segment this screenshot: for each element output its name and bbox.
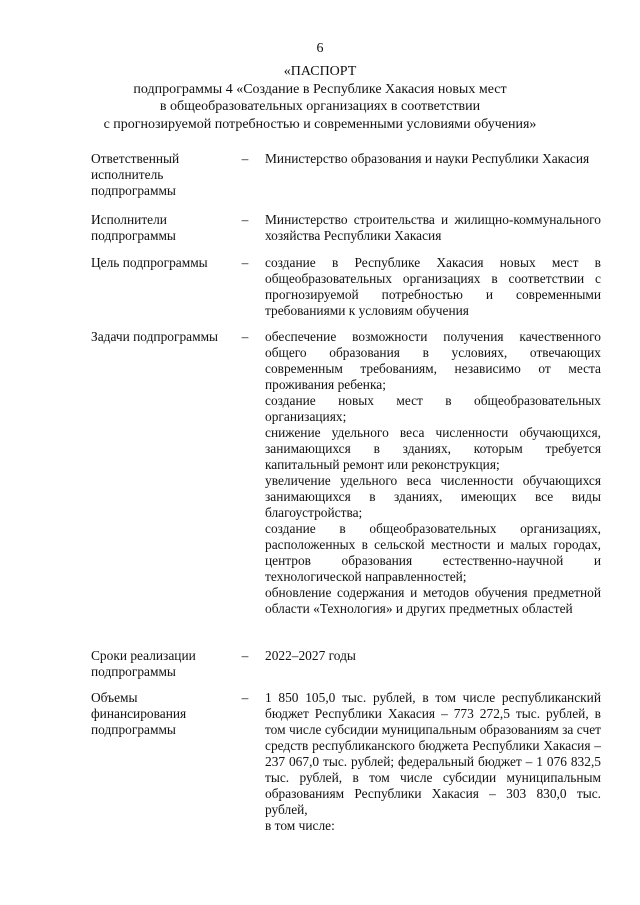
task-item: снижение удельного веса численности обучающихся, занимающихся в зданиях, которым требуется капитальный ремонт или реконструкция; bbox=[265, 425, 601, 472]
row-value bbox=[265, 212, 601, 244]
row-label: Задачи подпрограммы bbox=[91, 329, 219, 344]
task-item: обеспечение возможности получения качественного общего образования в условиях, отвечающих современным требованиям, независимо от места проживания ребенка; bbox=[265, 329, 601, 392]
row-dash: – bbox=[241, 648, 249, 663]
funding-paragraph: в том числе: bbox=[265, 818, 335, 833]
row-dash: – bbox=[241, 329, 249, 344]
row-label: Сроки реализации подпрограммы bbox=[91, 648, 196, 679]
value-paragraph: Министерство образования и науки Республики Хакасия bbox=[265, 151, 590, 166]
page-number: 6 bbox=[316, 41, 324, 56]
row-value bbox=[265, 329, 601, 617]
task-item: обновление содержания и методов обучения предметной области «Технология» и других предметных областей bbox=[265, 585, 601, 616]
subtitle-line-3: с прогнозируемой потребностью и современными условиями обучения» bbox=[103, 116, 537, 132]
document-header bbox=[0, 63, 640, 133]
row-dash: – bbox=[241, 690, 249, 705]
value-paragraph: 2022–2027 годы bbox=[265, 648, 356, 663]
document-title: «ПАСПОРТ bbox=[283, 64, 357, 79]
task-item: создание новых мест в общеобразовательных организациях; bbox=[265, 393, 601, 424]
row-value bbox=[265, 255, 601, 319]
funding-paragraph: 1 850 105,0 тыс. рублей, в том числе республиканский бюджет Республики Хакасия – 773 272,5 тыс. рублей, в том числе субсидии муниципальным образованиям за счет средств республиканского бюджета Республики Хакасия – 237 067,0 тыс. рублей; федеральный бюджет – 1 076 832,5 тыс. рублей, в том числе субсидии муниципальным образованиям Республики Хакасия – 303 830,0 тыс. рублей, bbox=[265, 690, 601, 817]
row-value bbox=[265, 151, 601, 167]
row-dash: – bbox=[241, 255, 249, 270]
row-value bbox=[265, 648, 601, 664]
row-label: Цель подпрограммы bbox=[91, 255, 208, 270]
row-label: Исполнители подпрограммы bbox=[91, 212, 176, 243]
row-label: Ответственный исполнитель подпрограммы bbox=[91, 151, 180, 198]
task-item: увеличение удельного веса численности обучающихся занимающихся в зданиях, имеющих все виды благоустройства; bbox=[265, 473, 601, 520]
subtitle-line-2: в общеобразовательных организациях в соответствии bbox=[159, 99, 481, 114]
row-label: Объемы финансирования подпрограммы bbox=[91, 690, 187, 737]
value-paragraph: Министерство строительства и жилищно-коммунального хозяйства Республики Хакасия bbox=[265, 212, 601, 243]
value-paragraph: создание в Республике Хакасия новых мест в общеобразовательных организациях в соответствии с прогнозируемой потребностью и современными требованиями к условиям обучения bbox=[265, 255, 601, 318]
row-value bbox=[265, 690, 601, 834]
row-dash: – bbox=[241, 212, 249, 227]
row-dash: – bbox=[241, 151, 249, 166]
task-item: создание в общеобразовательных организациях, расположенных в сельской местности и малых городах, центров образования естественно-научной и технологической направленностей; bbox=[265, 521, 601, 584]
subtitle-line-1: подпрограммы 4 «Создание в Республике Хакасия новых мест bbox=[133, 81, 507, 97]
